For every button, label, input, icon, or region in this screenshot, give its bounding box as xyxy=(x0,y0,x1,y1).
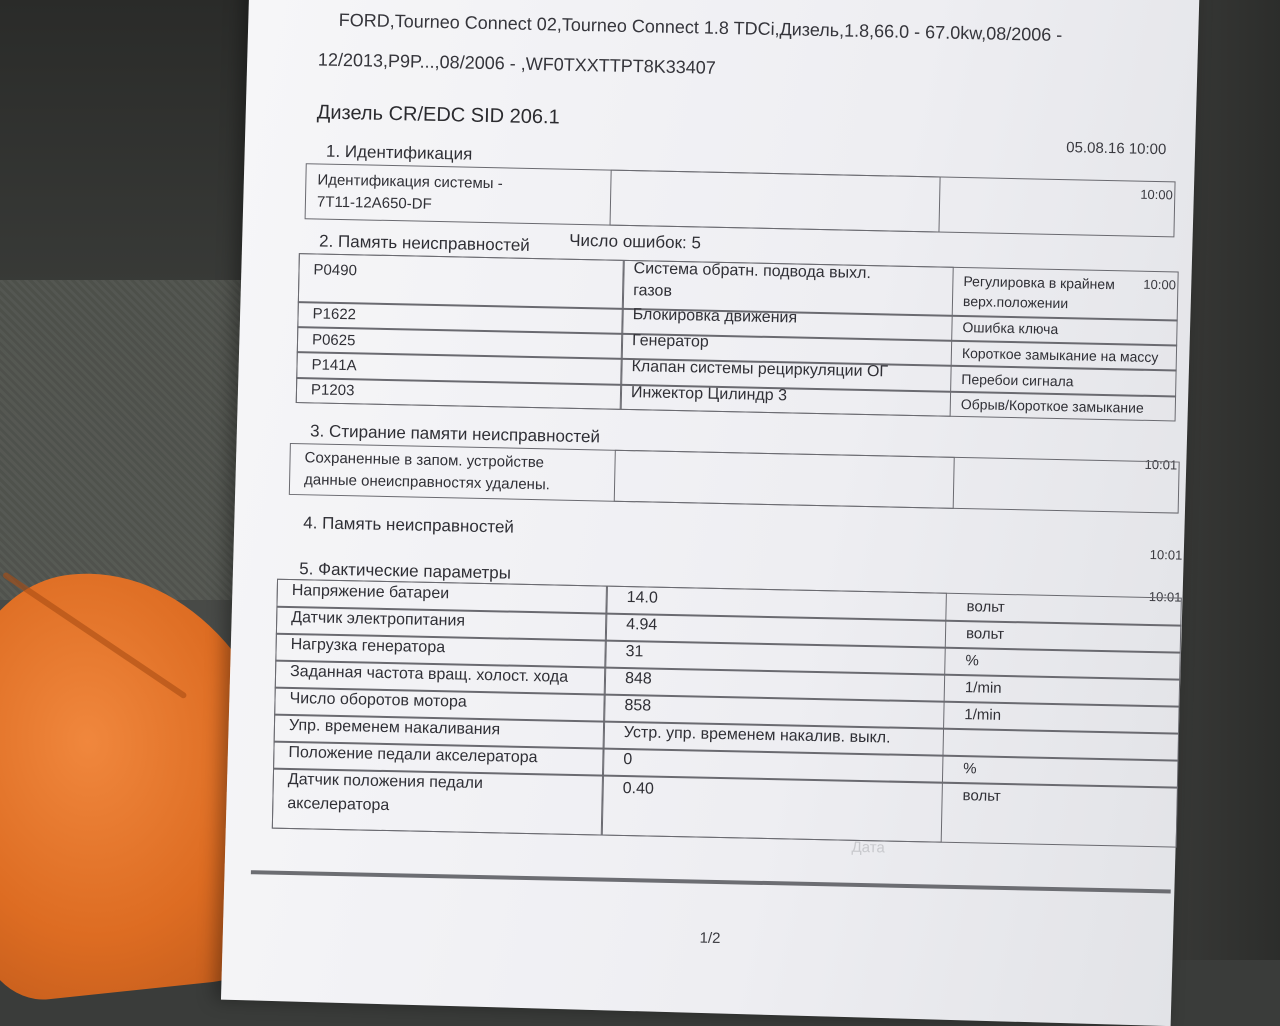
param-name: Заданная частота вращ. холост. хода xyxy=(289,662,569,686)
param-value: 4.94 xyxy=(625,616,658,634)
printout-content xyxy=(229,0,1200,980)
param-value: 0.40 xyxy=(622,779,655,798)
param-value: 858 xyxy=(624,697,652,715)
param-name: Упр. временем накаливания xyxy=(288,716,501,739)
fault-status: Ошибка ключа xyxy=(962,319,1059,338)
faint-date-label: Дата xyxy=(851,838,885,857)
fault-description: Система обратн. подвода выхл. xyxy=(633,260,872,283)
fault-status: Короткое замыкание на массу xyxy=(961,344,1159,366)
fault-status: Обрыв/Короткое замыкание xyxy=(960,395,1144,416)
param-value: Устр. упр. временем накалив. выкл. xyxy=(623,724,891,747)
fault-code: P0625 xyxy=(311,331,356,350)
vehicle-line-1: FORD,Tourneo Connect 02,Tourneo Connect 1.8 TDCi,Дизель,1.8,66.0 - 67.0kw,08/2006 - xyxy=(338,9,1063,46)
fault-description: Блокировка движения xyxy=(632,306,798,327)
erase-table-col2 xyxy=(614,450,955,509)
fault-code: P1203 xyxy=(310,381,355,400)
system-name: Дизель CR/EDC SID 206.1 xyxy=(316,101,560,129)
section-1-title: 1. Идентификация xyxy=(325,141,473,164)
fault-status-cont: верх.положении xyxy=(962,293,1069,312)
printout-sheet xyxy=(221,0,1200,1026)
param-value: 14.0 xyxy=(626,589,659,607)
section-2-title: 2. Память неисправностей xyxy=(318,231,531,255)
footer-divider xyxy=(251,870,1171,893)
section-5-title: 5. Фактические параметры xyxy=(299,559,512,583)
fault-status: Перебои сигнала xyxy=(961,370,1074,390)
param-name: Положение педали акселератора xyxy=(288,743,538,767)
param-value: 0 xyxy=(623,750,633,769)
fault-code: P0490 xyxy=(313,261,358,280)
param-unit: вольт xyxy=(965,625,1005,643)
param-unit: вольт xyxy=(962,787,1001,805)
param-unit: % xyxy=(963,760,977,778)
identification-value: 7T11-12A650-DF xyxy=(316,193,432,213)
section-4-title: 4. Память неисправностей xyxy=(303,513,515,537)
param-unit: % xyxy=(965,652,980,670)
erase-message: Сохраненные в запом. устройстве xyxy=(304,449,545,472)
fault-description-cont: газов xyxy=(632,282,673,300)
fault-description: Клапан системы рециркуляции ОГ xyxy=(631,358,889,381)
param-value: 848 xyxy=(624,670,652,688)
param-name: Число оборотов мотора xyxy=(289,689,467,711)
section-3-title: 3. Стирание памяти неисправностей xyxy=(309,421,601,447)
fault-count: Число ошибок: 5 xyxy=(569,230,702,253)
page-number: 1/2 xyxy=(699,929,721,948)
fault-description: Генератор xyxy=(631,332,709,351)
param-name-cont: акселератора xyxy=(287,794,390,815)
section-2-time: 10:00 xyxy=(1143,276,1177,293)
param-unit: вольт xyxy=(966,598,1005,616)
fault-code: P141A xyxy=(311,356,357,375)
section-1-time: 10:00 xyxy=(1140,186,1173,203)
param-unit: 1/min xyxy=(964,706,1002,724)
section-4-time: 10:01 xyxy=(1149,546,1183,563)
param-name: Напряжение батареи xyxy=(291,582,450,603)
vehicle-line-2: 12/2013,P9P...,08/2006 - ,WF0TXXTTPT8K33407 xyxy=(317,49,716,78)
param-value: 31 xyxy=(625,643,644,661)
fault-description: Инжектор Цилиндр 3 xyxy=(630,384,788,405)
section-5-time: 10:01 xyxy=(1148,588,1182,605)
erase-message-cont: данные онеисправностях удалены. xyxy=(303,471,551,494)
param-unit: 1/min xyxy=(964,679,1002,697)
identification-label: Идентификация системы - xyxy=(317,171,503,193)
identification-table-col2 xyxy=(610,170,941,233)
report-date: 05.08.16 10:00 xyxy=(1066,139,1167,159)
param-name: Датчик электропитания xyxy=(291,609,466,630)
param-name: Нагрузка генератора xyxy=(290,636,446,657)
param-name: Датчик положения педали xyxy=(287,770,484,793)
fault-status: Регулировка в крайнем xyxy=(963,273,1115,293)
fault-code: P1622 xyxy=(312,305,357,324)
section-3-time: 10:01 xyxy=(1144,456,1178,473)
